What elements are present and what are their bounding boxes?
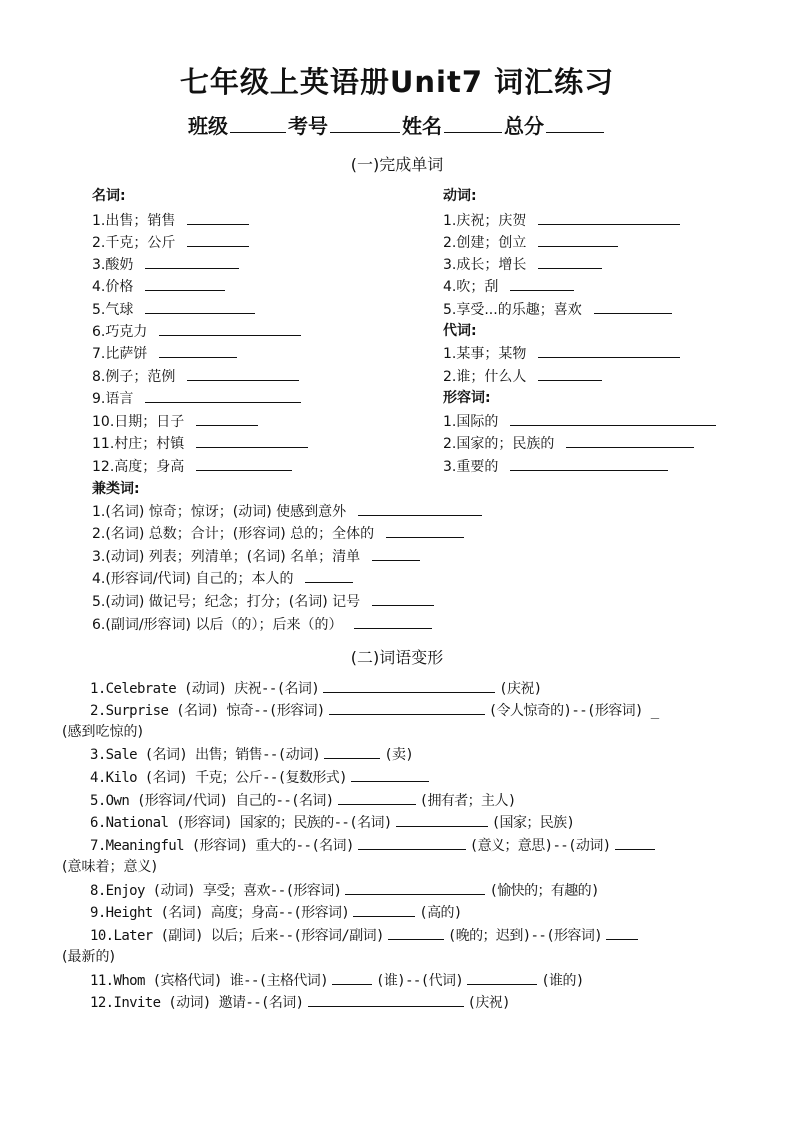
answer-blank[interactable] [196,456,292,471]
answer-blank[interactable] [305,568,353,583]
answer-blank[interactable] [538,232,618,247]
answer-blank[interactable] [372,591,434,606]
transform-item: 9.Height (名词) 高度；身高--(形容词) (高的) [90,902,462,923]
noun-item: 11.村庄；村镇 [92,433,308,453]
answer-blank[interactable] [372,546,420,561]
answer-blank[interactable] [538,254,602,269]
answer-blank[interactable] [308,992,464,1007]
adjective-item: 2.国家的；民族的 [443,433,694,453]
answer-blank[interactable] [538,210,680,225]
score-label: 总分 [504,114,544,138]
transform-item: 12.Invite (动词) 邀请--(名词) (庆祝) [90,992,510,1013]
answer-blank[interactable] [145,254,239,269]
answer-blank[interactable] [358,835,466,850]
adjective-item: 3.重要的 [443,456,668,476]
answer-blank[interactable] [187,210,249,225]
multi-item: 4.(形容词/代词) 自己的；本人的 [92,568,353,588]
transform-continuation: (意味着；意义) [62,859,157,875]
answer-blank[interactable] [396,812,488,827]
answer-blank[interactable] [615,835,655,850]
answer-blank[interactable] [358,501,482,516]
transform-item: 11.Whom (宾格代词) 谁--(主格代词) (谁)--(代词) (谁的) [90,970,584,991]
answer-blank[interactable] [323,678,495,693]
transform-item: 6.National (形容词) 国家的；民族的--(名词) (国家；民族) [90,812,574,833]
noun-item: 8.例子；范例 [92,366,299,386]
section2-title: (二)词语变形 [350,648,444,667]
verb-item: 5.享受...的乐趣；喜欢 [443,299,672,319]
pronoun-item: 1.某事；某物 [443,343,680,363]
nouns-header: 名词: [92,188,126,204]
answer-blank[interactable] [345,880,485,895]
answer-blank[interactable] [510,456,668,471]
student-info-row [0,110,794,139]
transform-item: 4.Kilo (名词) 千克；公斤--(复数形式) [90,767,433,788]
answer-blank[interactable] [145,388,301,403]
noun-item: 10.日期；日子 [92,411,258,431]
answer-blank[interactable] [354,614,432,629]
pronouns-header: 代词: [443,323,477,339]
score-field[interactable] [546,112,604,133]
noun-item: 3.酸奶 [92,254,239,274]
transform-item: 2.Surprise (名词) 惊奇--(形容词) (令人惊奇的)--(形容词) _ [90,700,659,721]
multi-item: 5.(动词) 做记号；纪念；打分；(名词) 记号 [92,591,434,611]
transform-item: 1.Celebrate (动词) 庆祝--(名词) (庆祝) [90,678,542,699]
answer-blank[interactable] [196,411,258,426]
adjective-item: 1.国际的 [443,411,716,431]
answer-blank[interactable] [159,343,237,358]
answer-blank[interactable] [566,433,694,448]
transform-item: 5.Own (形容词/代词) 自己的--(名词) (拥有者；主人) [90,790,516,811]
verb-item: 3.成长；增长 [443,254,602,274]
noun-item: 6.巧克力 [92,321,301,341]
noun-item: 5.气球 [92,299,255,319]
answer-blank[interactable] [338,790,416,805]
answer-blank[interactable] [332,970,372,985]
answer-blank[interactable] [594,299,672,314]
verbs-header: 动词: [443,188,477,204]
name-field[interactable] [444,112,502,133]
pronoun-item: 2.谁；什么人 [443,366,602,386]
answer-blank[interactable] [606,925,638,940]
class-field[interactable] [230,112,286,133]
multi-item: 6.(副词/形容词) 以后（的）；后来（的） [92,614,432,634]
multi-item: 2.(名词) 总数；合计；(形容词) 总的；全体的 [92,523,464,543]
noun-item: 7.比萨饼 [92,343,237,363]
transform-item: 3.Sale (名词) 出售；销售--(动词) (卖) [90,744,413,765]
transform-continuation: (最新的) [62,949,115,965]
page-title: 七年级上英语册Unit7 词汇练习 [179,65,615,99]
class-label: 班级 [188,114,228,138]
answer-blank[interactable] [538,343,680,358]
name-label: 姓名 [402,114,442,138]
transform-item: 10.Later (副词) 以后；后来--(形容词/副词) (晚的；迟到)--(形容词) [90,925,642,946]
answer-blank[interactable] [388,925,444,940]
noun-item: 4.价格 [92,276,225,296]
noun-item: 9.语言 [92,388,301,408]
answer-blank[interactable] [187,232,249,247]
transform-continuation: (感到吃惊的) [62,724,143,740]
answer-blank[interactable] [196,433,308,448]
answer-blank[interactable] [467,970,537,985]
transform-item: 7.Meaningful (形容词) 重大的--(名词) (意义；意思)--(动词) [90,835,659,856]
answer-blank[interactable] [510,276,574,291]
answer-blank[interactable] [353,902,415,917]
multi-item: 3.(动词) 列表；列清单；(名词) 名单；清单 [92,546,420,566]
answer-blank[interactable] [159,321,301,336]
answer-blank[interactable] [386,523,464,538]
noun-item: 1.出售；销售 [92,210,249,230]
adjectives-header: 形容词: [443,390,491,406]
verb-item: 1.庆祝；庆贺 [443,210,680,230]
verb-item: 2.创建；创立 [443,232,618,252]
multi-item: 1.(名词) 惊奇；惊讶；(动词) 使感到意外 [92,501,482,521]
answer-blank[interactable] [324,744,380,759]
answer-blank[interactable] [145,276,225,291]
number-label: 考号 [288,114,328,138]
transform-item: 8.Enjoy (动词) 享受；喜欢--(形容词) (愉快的；有趣的) [90,880,599,901]
answer-blank[interactable] [145,299,255,314]
verb-item: 4.吹；刮 [443,276,574,296]
noun-item: 2.千克；公斤 [92,232,249,252]
section1-title: (一)完成单词 [350,155,444,174]
answer-blank[interactable] [329,700,485,715]
multi-header: 兼类词: [92,481,140,497]
answer-blank[interactable] [351,767,429,782]
answer-blank[interactable] [510,411,716,426]
answer-blank[interactable] [538,366,602,381]
number-field[interactable] [330,112,400,133]
noun-item: 12.高度；身高 [92,456,292,476]
answer-blank[interactable] [187,366,299,381]
